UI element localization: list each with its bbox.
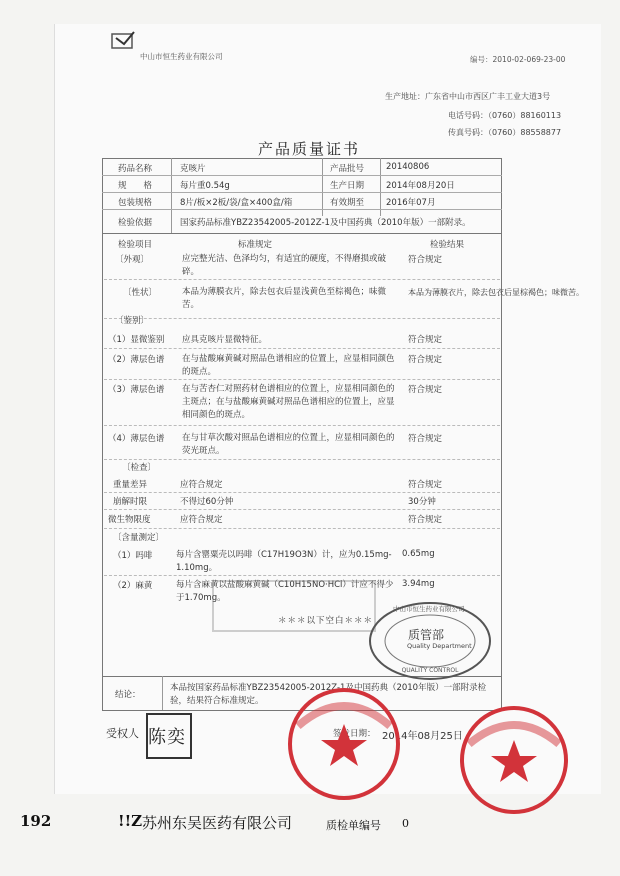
conclusion-text: 本品按国家药品标准YBZ23542005-2012Z-1及中国药典（2010年版）一部附录检验，结果符合标准规定。 [170,683,487,706]
packaging-label: 包装规格 [118,198,153,208]
section-header-identification: 〔鉴别〕 [115,316,150,326]
basis-label: 检验依据 [118,218,153,228]
column-header-standard: 标准规定 [238,240,273,250]
row-standard: 应具克咳片显微特征。 [182,335,268,345]
svg-text:QUALITY CONTROL: QUALITY CONTROL [401,667,459,674]
row-item: （1）吗啡 [113,551,153,561]
fax-number: 传真号码：（0760）88558877 [448,128,562,137]
seal-ring-text: 中山市恒生药业有限公司 [393,605,465,613]
row-standard: 应完整光洁、色泽均匀，有适宜的硬度，不得磨损或破碎。 [182,254,387,277]
row-result: 30分钟 [408,497,436,507]
phone-number: 电话号码：（0760）88160113 [448,111,562,120]
company-logo [110,30,140,52]
row-item: （1）显微鉴别 [108,335,165,345]
row-standard: 在与盐酸麻黄碱对照品色谱相应的位置上，应显相同颜色的斑点。 [182,354,395,377]
section-header-assay: 〔含量测定〕 [113,533,165,543]
row-item: 微生物限度 [108,515,151,525]
production-date-label: 生产日期 [330,181,365,191]
row-standard: 在与苦杏仁对照药材色谱相应的位置上，应显相同颜色的主斑点；在与盐酸麻黄碱对照品色谱相应的位置上，应显相同颜色的斑点。 [182,384,395,420]
row-standard: 每片含麻黄以盐酸麻黄碱（C10H15NO·HCl）计应不得少于1.70mg。 [176,580,394,603]
seal-sub-text: Quality Department [407,642,472,650]
spec-label: 规 格 [118,181,153,191]
row-result: 本品为薄膜衣片，除去包衣后显棕褐色；味微苦。 [408,288,584,297]
expiry-label: 有效期至 [330,198,365,208]
row-standard: 每片含罂粟壳以吗啡（C17H19O3N）计，应为0.15mg-1.10mg。 [176,550,392,573]
drug-name-value: 克咳片 [180,164,206,174]
row-item: （3）薄层色谱 [108,385,165,395]
column-header-result: 检验结果 [430,240,465,250]
row-item: （2）麻黄 [113,581,153,591]
row-standard: 应符合规定 [180,515,223,525]
issue-date-label: 签发日期： [333,729,376,739]
row-result: 符合规定 [408,335,443,345]
section-header-check: 〔检查〕 [122,463,157,473]
row-result: 符合规定 [408,515,443,525]
red-company-seal-left [278,686,410,802]
authorized-person-label: 受权人 [106,727,139,740]
row-item: （2）薄层色谱 [108,355,165,365]
issue-date-value: 2014年08月25日 [382,731,463,742]
blank-note: ＊＊＊以下空白＊＊＊ [278,616,374,626]
row-item: 〔外观〕 [115,255,150,265]
footer-doc-number: 0 [402,817,409,830]
row-item: 重量差异 [113,480,148,490]
row-standard: 在与甘草次酸对照品色谱相应的位置上，应显相同颜色的荧光斑点。 [182,433,395,456]
signature-name: 陈奕 [148,727,186,748]
row-result: 符合规定 [408,480,443,490]
row-result: 符合规定 [408,385,443,395]
page-title: 产品质量证书 [258,140,361,158]
row-item: 崩解时限 [113,497,148,507]
row-result: 0.65mg [402,549,435,559]
row-item: 〔性状〕 [123,288,158,298]
row-result: 符合规定 [408,255,443,265]
drug-name-label: 药品名称 [118,164,153,174]
column-header-item: 检验项目 [118,240,153,250]
footer-doc-label: 质检单编号 [326,819,381,832]
spec-value: 每片重0.54g [180,181,230,191]
packaging-value: 8片/板×2板/袋/盒×400盒/箱 [180,198,293,208]
footer-mark: !!Z [118,812,143,830]
basis-value: 国家药品标准YBZ23542005-2012Z-1及中国药典（2010年版）一部附录。 [180,218,471,228]
row-result: 3.94mg [402,579,435,589]
row-result: 符合规定 [408,355,443,365]
production-address: 生产地址：广东省中山市西区广丰工业大道3号 [385,92,551,101]
page-number: 192 [20,812,52,830]
company-name-header: 中山市恒生药业有限公司 [140,52,223,61]
row-standard: 应符合规定 [180,480,223,490]
seal-center-text: 质管部 [408,628,445,642]
red-company-seal-right [455,704,573,816]
batch-label: 产品批号 [330,164,365,174]
expiry-value: 2016年07月 [386,198,436,208]
footer-company: 苏州东吴医药有限公司 [142,814,293,832]
row-standard: 本品为薄膜衣片，除去包衣后显浅黄色至棕褐色；味微苦。 [182,287,387,310]
row-standard: 不得过60分钟 [180,497,234,507]
row-result: 符合规定 [408,434,443,444]
batch-value: 20140806 [386,162,430,172]
conclusion-label: 结论： [115,690,141,700]
document-number: 编号：2010-02-069-23-00 [470,55,566,64]
production-date-value: 2014年08月20日 [386,181,455,191]
row-item: （4）薄层色谱 [108,434,165,444]
